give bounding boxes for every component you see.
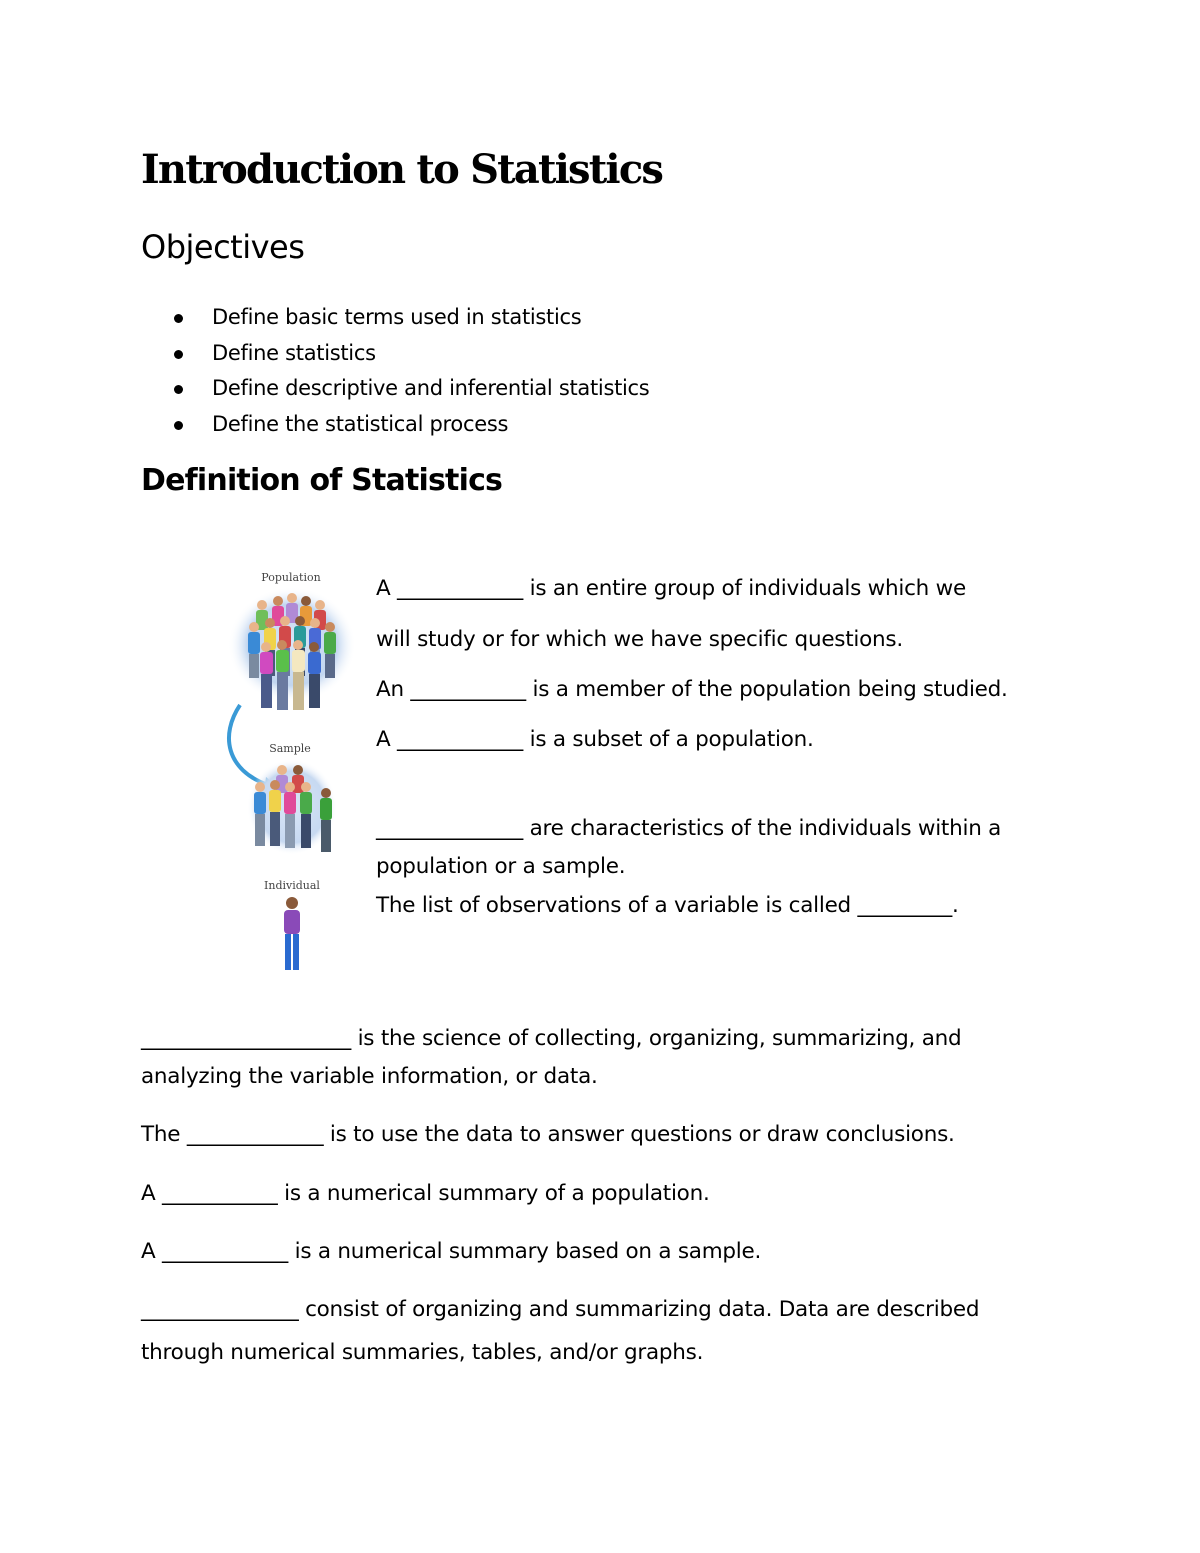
body-line: _______________ consist of organizing and summarizing data. Data are described <box>141 1297 980 1322</box>
body-line: A ___________ is a numerical summary of a population. <box>141 1181 710 1206</box>
objective-text: Define statistics <box>212 340 376 365</box>
definition-line: will study or for which we have specific questions. <box>376 627 903 652</box>
objectives-list <box>141 300 649 442</box>
objective-text: Define basic terms used in statistics <box>212 305 582 329</box>
figure-label-individual: Individual <box>264 879 320 892</box>
list-item <box>141 336 649 372</box>
body-line: through numerical summaries, tables, and/or graphs. <box>141 1340 704 1365</box>
definition-line: ______________ are characteristics of the individuals within a <box>376 816 1002 841</box>
list-item <box>141 300 649 336</box>
body-line: analyzing the variable information, or data. <box>141 1064 598 1089</box>
definition-line: A ____________ is a subset of a population. <box>376 727 814 752</box>
objective-text: Define descriptive and inferential statistics <box>212 376 650 400</box>
definition-line: population or a sample. <box>376 854 626 879</box>
definition-line: The list of observations of a variable is called _________. <box>376 893 959 918</box>
figure-label-population: Population <box>261 571 321 584</box>
individual-person <box>284 897 300 970</box>
body-line: A ____________ is a numerical summary based on a sample. <box>141 1239 762 1264</box>
list-item <box>141 371 649 407</box>
objectives-heading: Objectives <box>141 228 305 266</box>
body-line: ____________________ is the science of collecting, organizing, summarizing, and <box>141 1026 962 1051</box>
figure-label-sample: Sample <box>269 742 311 755</box>
bullet-icon <box>174 421 183 430</box>
bullet-icon <box>174 385 183 394</box>
definition-line: A ____________ is an entire group of individuals which we <box>376 576 966 601</box>
list-item <box>141 407 649 443</box>
definition-line: An ___________ is a member of the population being studied. <box>376 677 1008 702</box>
page-title: Introduction to Statistics <box>141 146 663 193</box>
bullet-icon <box>174 314 183 323</box>
definition-heading: Definition of Statistics <box>141 463 503 498</box>
body-line: The _____________ is to use the data to answer questions or draw conclusions. <box>141 1122 955 1147</box>
population-sample-illustration <box>222 565 362 980</box>
bullet-icon <box>174 350 183 359</box>
objective-text: Define the statistical process <box>212 411 509 436</box>
